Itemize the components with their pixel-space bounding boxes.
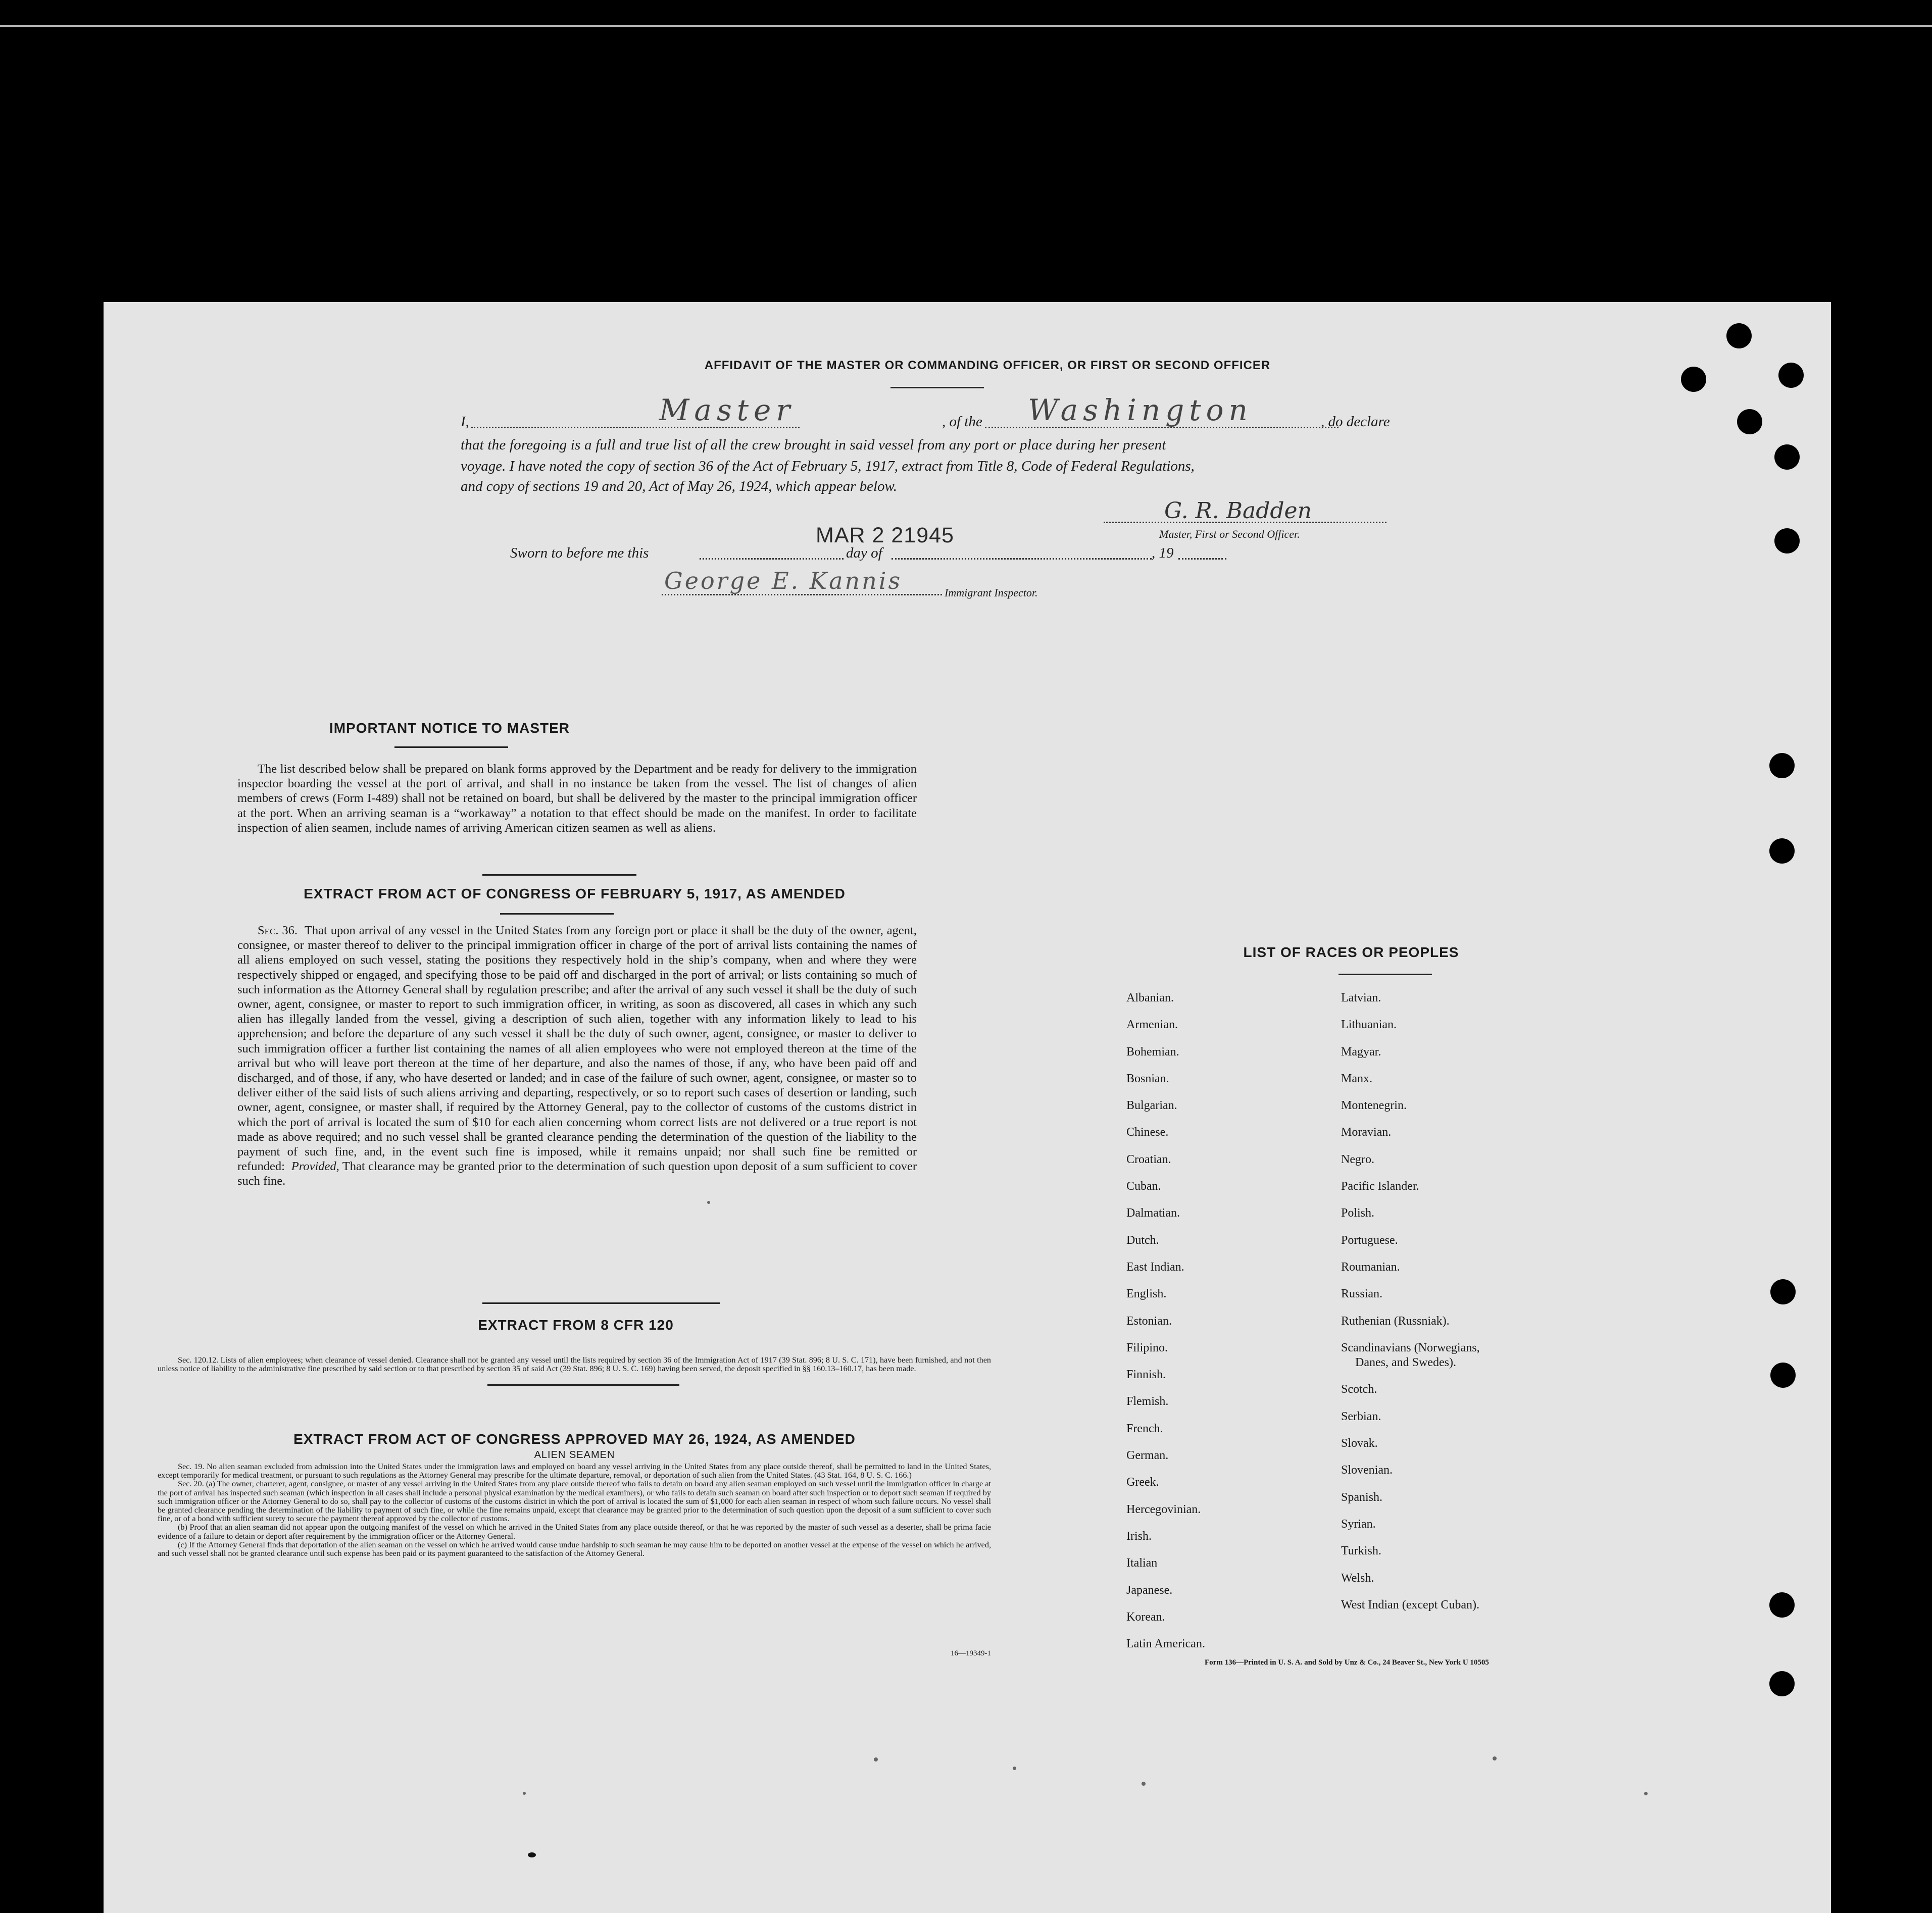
race-item: Negro. [1341,1152,1374,1166]
year-field-line [1178,558,1226,560]
race-item: Korean. [1126,1610,1165,1624]
race-item: Irish. [1126,1529,1152,1543]
race-item: Ruthenian (Russniak). [1341,1314,1450,1328]
affidavit-line-2: that the foregoing is a full and true list of all the crew brought in said vessel from any port or place during her present [461,437,1166,453]
punch-hole [1681,367,1706,392]
sworn-label: Sworn to before me this [510,545,649,561]
title-rule [890,387,984,388]
extract-cfr-end-rule [487,1384,679,1386]
do-declare-label: , do declare [1321,414,1390,430]
race-item: Latvian. [1341,991,1381,1004]
race-item: Manx. [1341,1072,1372,1085]
punch-hole [1769,753,1795,778]
form-footer: Form 136—Printed in U. S. A. and Sold by Unz & Co., 24 Beaver St., New York U 10505 [1205,1658,1489,1667]
race-item: Turkish. [1341,1544,1381,1558]
race-item: Dutch. [1126,1233,1159,1247]
race-item: Danes, and Swedes). [1355,1356,1456,1370]
notice-rule [394,746,508,748]
extract-1917-rule [500,913,614,915]
sec36-text-a: That upon arrival of any vessel in the United States from any foreign port or place it shall be the duty of the owner, agent, consignee, or master thereof to deliver to the principal immigration officer in charge of the port of arrival lists containing the names of all aliens employed on such vessel, stating the positions they respectively hold in the ship’s company, when and where they were respectively shipped or engaged, and specifying those to be paid off and discharged in the port of arrival; or lists containing so much of such information as the Attorney General shall by regulation prescribe; and after the arrival of any such vessel it shall be the duty of such owner, agent, consignee, or master to report to such immigration officer, in writing, as soon as discovered, all cases in which any such alien has illegally landed from the vessel, giving a description of such alien, together with any information likely to lead to his apprehension; and before the departure of any such vessel it shall be the duty of such owner, agent, consignee, or master to deliver to such immigration officer a further list containing the names of all alien employees who were not employed thereon at the time of the arrival but who will leave port thereon at the time of her departure, and also the names of those, if any, who have been paid off and discharged, and of those, if any, who have deserted or landed; and in case of the failure of such owner, agent, consignee, or master so to deliver either of the said lists of such aliens arriving and departing, respectively, or so to report such cases of desertion or landing, such owner, agent, consignee, or master shall, if required by the Attorney General, pay to the collector of customs of the customs district in which the port of arrival is located the sum of $10 for each alien concerning whom correct lists are not delivered or a true report is not made as above required; and no such vessel shall be granted clearance pending the determination of the question of the liability to the payment of such fine, and, in the event such fine is imposed, while it remains unpaid; nor shall such fine be remitted or refunded: [237,924,917,1174]
race-item: Finnish. [1126,1368,1166,1382]
speck [1013,1767,1016,1770]
punch-hole [1770,1279,1796,1304]
race-item: East Indian. [1126,1260,1184,1274]
race-item: Spanish. [1341,1490,1383,1504]
race-item: Welsh. [1341,1571,1374,1585]
extract-1917-end-rule [482,1302,720,1304]
speck [528,1852,536,1857]
affidavit-title: AFFIDAVIT OF THE MASTER OR COMMANDING OFFICER, OR FIRST OR SECOND OFFICER [704,359,1271,372]
extract-1917-title: EXTRACT FROM ACT OF CONGRESS OF FEBRUARY 5, 1917, AS AMENDED [304,886,846,901]
speck [1493,1756,1497,1760]
affidavit-line-3: voyage. I have noted the copy of section 36 of the Act of February 5, 1917, extract from Title 8, Code of Federal Regulations, [461,458,1195,474]
race-item: Serbian. [1341,1409,1381,1423]
race-item: Croatian. [1126,1152,1171,1166]
extract-1924-subtitle: ALIEN SEAMEN [534,1449,615,1461]
punch-hole [1737,409,1762,434]
races-right-column [1341,985,1480,1619]
race-item: Portuguese. [1341,1233,1398,1247]
race-item: Scandinavians (Norwegians, [1341,1341,1480,1354]
notice-text-block [237,762,917,835]
extract-cfr-text: Sec. 120.12. Lists of alien employees; when clearance of vessel denied. Clearance shall not be granted any vessel until the lists required by section 36 of the Immigration Act of 1917 (39 Stat. 896; 8 U. S. C. 171), have been furnished, and not then unless notice of liability to the administrative fine prescribed by said section or to that prescribed by section 35 of said Act (39 Stat. 896; 8 U. S. C. 169) having been served, the deposit specified in §§ 160.13–160.17, has been made. [158,1355,991,1374]
speck [523,1792,526,1795]
extract-1917-text-block [237,923,917,1189]
race-item: Hercegovinian. [1126,1502,1201,1516]
extract-1917-sec36 [237,923,917,1189]
race-item: Greek. [1126,1476,1159,1489]
day-field-line [700,558,844,560]
punch-hole [1770,1363,1796,1388]
races-left-column [1126,985,1205,1657]
master-handwritten[interactable]: Master [659,393,796,427]
race-item: Dalmatian. [1126,1206,1180,1220]
race-item: Flemish. [1126,1395,1169,1408]
race-item: Slovenian. [1341,1464,1393,1477]
race-item: West Indian (except Cuban). [1341,1598,1479,1612]
speck [1142,1782,1146,1786]
race-item: Bosnian. [1126,1072,1169,1085]
race-item: Slovak. [1341,1437,1378,1450]
extract-1924-sec20b: (b) Proof that an alien seaman did not appear upon the outgoing manifest of the vessel on which he arrived in the United States from any place outside thereof, or that he was reported by the master of such vessel as a deserter, shall be prima facie evidence of a failure to detain or deport after requirement by the immigration officer or the Attorney General. [158,1523,991,1541]
races-title: LIST OF RACES OR PEOPLES [1243,944,1459,960]
race-item: Scotch. [1341,1383,1377,1396]
extract-1924-sec20a: Sec. 20. (a) The owner, charterer, agent, consignee, or master of any vessel arriving in the United States from any place outside thereof who fails to detain on board any alien seaman employed on such vessel until the immigration officer in charge at the port of arrival has inspected such seaman (which inspection in all cases shall include a personal physical examination by the medical examiners), or who fails to detain such seaman on board after such inspection or to deport such seaman if required by such immigration officer or the Attorney General to do so, shall pay to the collector of customs of the customs district in which the port of arrival is located the sum of $1,000 for each alien seaman in respect of whom such failure occurs. No vessel shall be granted clearance pending the determination of the liability to payment of such fine, or while the fine remains unpaid, except that clearance may be granted prior to the determination of such question upon the deposit of a sum sufficient to cover such fine, or of a bond with sufficient surety to secure the payment thereof approved by the collector of customs. [158,1479,991,1524]
month-field-line [891,558,1152,560]
extract-1924-title: EXTRACT FROM ACT OF CONGRESS APPROVED MAY 26, 1924, AS AMENDED [293,1431,856,1447]
race-item: Japanese. [1126,1583,1173,1597]
race-item: Albanian. [1126,991,1174,1004]
officer-caption: Master, First or Second Officer. [1159,528,1300,540]
sec36-label: Sec. 36. [258,924,298,937]
affidavit-i-label: I, [461,414,469,430]
affidavit-line-4: and copy of sections 19 and 20, Act of May 26, 1924, which appear below. [461,478,897,494]
year-label: , 19 [1152,545,1174,561]
notice-end-rule [482,874,636,876]
race-item: Syrian. [1341,1517,1376,1531]
race-item: Lithuanian. [1341,1018,1397,1032]
extract-1924-sec20c: (c) If the Attorney General finds that deportation of the alien seaman on the vessel on which he arrived would cause undue hardship to such seaman he may cause him to be deported on another vessel at the expense of the vessel on which he arrived, and such vessel shall not be granted clearance until such expense has been paid or its payment guaranteed to the satisfaction of the Attorney General. [158,1540,991,1558]
race-item: Magyar. [1341,1045,1381,1059]
races-rule [1339,974,1432,975]
race-item: German. [1126,1449,1169,1463]
inspector-signature[interactable]: George E. Kannis [664,567,903,594]
notice-text: The list described below shall be prepared on blank forms approved by the Department and be ready for delivery to the immigration inspector boarding the vessel at the port of arrival, and shall in no instance be taken from the vessel. The list of changes of alien members of crews (Form I-489) shall not be retained on board, but shall be delivered by the master to the principal immigration officer at the port. When an arriving seaman is a “workaway” a notation to that effect should be made on the manifest. In order to facilitate inspection of alien seamen, include names of arriving American citizen seamen as well as aliens. [237,762,917,835]
race-item: Polish. [1341,1206,1375,1220]
punch-hole [1769,838,1795,864]
extract-1924-text-block [158,1463,991,1558]
top-border-line [0,25,1932,27]
race-item: Estonian. [1126,1314,1172,1328]
punch-hole [1769,1671,1795,1696]
day-of-label: day of [846,545,882,561]
notice-title: IMPORTANT NOTICE TO MASTER [329,720,570,736]
race-item: French. [1126,1422,1163,1435]
punch-hole [1726,323,1752,348]
race-item: Pacific Islander. [1341,1180,1419,1193]
race-item: Italian [1126,1556,1158,1570]
speck [707,1201,710,1204]
race-item: English. [1126,1287,1167,1301]
officer-signature[interactable]: G. R. Badden [1164,498,1312,524]
punch-hole [1778,363,1804,388]
speck [1644,1792,1648,1795]
inspector-caption: Immigrant Inspector. [945,586,1038,599]
race-item: Bohemian. [1126,1045,1179,1059]
punch-hole [1774,528,1800,553]
extract-cfr-text-block [158,1356,991,1373]
speck [874,1757,878,1761]
form-code: 16—19349-1 [951,1649,991,1657]
document-page [104,302,1831,1913]
race-item: Cuban. [1126,1180,1161,1193]
sec36-provided: Provided, [291,1160,339,1174]
vessel-handwritten[interactable]: Washington [1028,393,1253,427]
race-item: Moravian. [1341,1126,1392,1139]
of-the-label: , of the [942,414,982,430]
race-item: Armenian. [1126,1018,1178,1032]
race-item: Roumanian. [1341,1260,1400,1274]
race-item: Montenegrin. [1341,1099,1407,1113]
punch-hole [1774,444,1800,470]
punch-hole [1769,1592,1795,1618]
race-item: Russian. [1341,1287,1383,1301]
extract-cfr-title: EXTRACT FROM 8 CFR 120 [478,1317,674,1333]
extract-1924-sec19: Sec. 19. No alien seaman excluded from admission into the United States under the immigration laws and employed on board any vessel arriving in the United States from any place outside thereof, shall be permitted to land in the United States, except temporarily for medical treatment, or pursuant to such regulations as the Attorney General may prescribe for the ultimate departure, removal, or deportation of such alien from the United States. (43 Stat. 164, 8 U. S. C. 166.) [158,1462,991,1480]
race-item: Bulgarian. [1126,1099,1177,1113]
race-item: Filipino. [1126,1341,1168,1354]
race-item: Latin American. [1126,1637,1205,1651]
date-stamp: MAR 2 21945 [816,523,954,547]
sec36-text-b: That clearance may be granted prior to the determination of such question upon deposit of a sum sufficient to cover such fine. [237,1160,917,1188]
race-item: Chinese. [1126,1126,1169,1139]
